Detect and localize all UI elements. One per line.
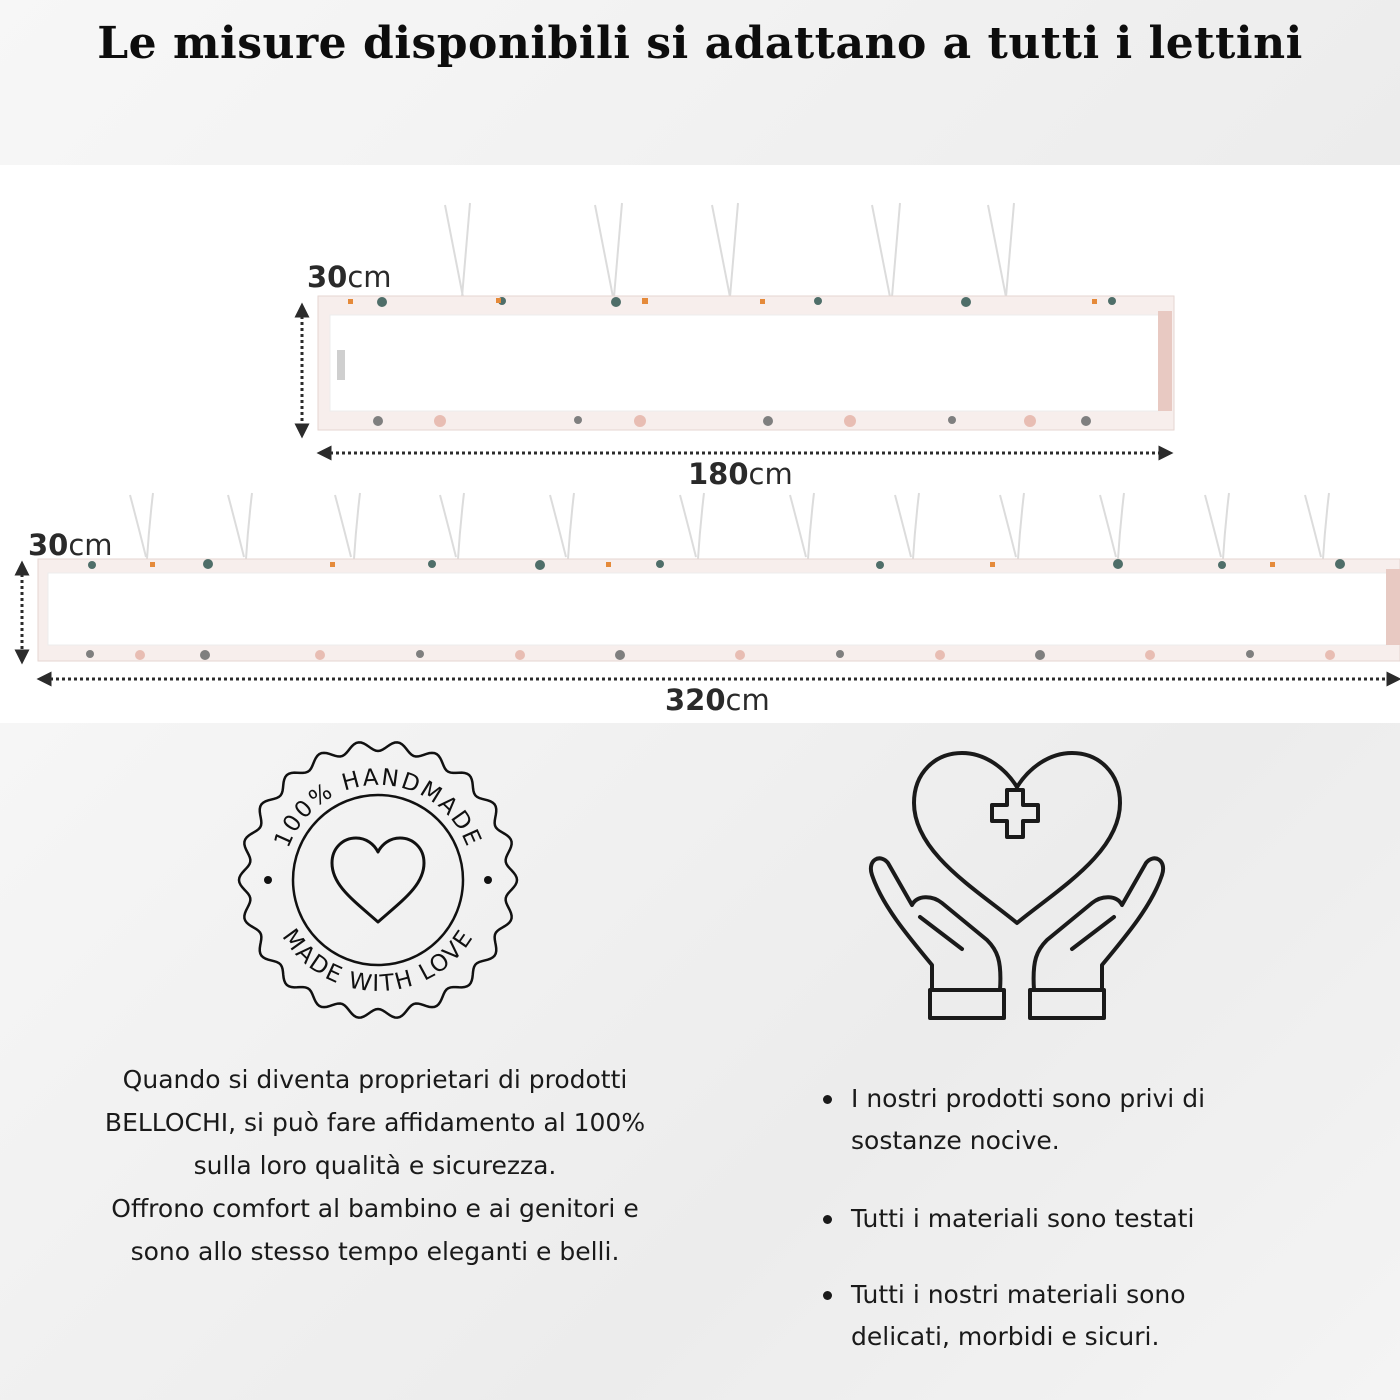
badge-bottom-text: MADE WITH LOVE xyxy=(276,924,480,998)
handmade-badge xyxy=(233,735,523,1025)
large-height-unit: cm xyxy=(68,528,113,562)
small-length-unit: cm xyxy=(748,457,793,491)
large-bumper-ties xyxy=(130,493,1329,559)
feature-text: delicati, morbidi e sicuri. xyxy=(851,1322,1160,1351)
small-length-label xyxy=(688,457,793,491)
small-height-unit: cm xyxy=(347,260,392,294)
small-length-value: 180 xyxy=(688,457,749,491)
svg-text:100% HANDMADE xyxy=(270,765,487,852)
feature-text: Tutti i materiali sono testati xyxy=(851,1204,1195,1233)
small-bumper xyxy=(318,296,1174,430)
heart-icon xyxy=(332,838,424,922)
header xyxy=(0,0,1400,165)
large-height-label xyxy=(28,528,113,562)
large-length-label xyxy=(665,683,770,717)
large-bumper xyxy=(38,559,1400,661)
small-bumper-ties xyxy=(445,203,1014,297)
description-line: BELLOCHI, si può fare affidamento al 100% xyxy=(104,1108,646,1137)
small-height-value: 30 xyxy=(307,260,348,294)
feature-item xyxy=(820,1078,1380,1162)
description-line: Offrono comfort al bambino e ai genitori e xyxy=(111,1194,639,1223)
large-length-value: 320 xyxy=(665,683,726,717)
description-line: Quando si diventa proprietari di prodotti xyxy=(122,1065,628,1094)
feature-item xyxy=(820,1274,1380,1358)
features-list xyxy=(820,1078,1380,1358)
feature-text: sostanze nocive. xyxy=(851,1126,1060,1155)
svg-text:MADE WITH LOVE xyxy=(277,924,479,997)
large-height-value: 30 xyxy=(28,528,69,562)
page-title: Le misure disponibili si adattano a tutti i lettini xyxy=(97,18,1303,69)
feature-text: Tutti i nostri materiali sono xyxy=(851,1280,1186,1309)
description-line: sulla loro qualità e sicurezza. xyxy=(193,1151,557,1180)
feature-item xyxy=(820,1198,1380,1240)
large-length-unit: cm xyxy=(725,683,770,717)
description-line: sono allo stesso tempo eleganti e belli. xyxy=(130,1237,620,1266)
badge-top-text: 100% HANDMADE xyxy=(269,764,487,852)
bumper-illustrations xyxy=(0,165,1400,723)
description xyxy=(60,1058,690,1273)
feature-text: I nostri prodotti sono privi di xyxy=(851,1084,1206,1113)
hands-holding-heart-icon xyxy=(862,735,1172,1025)
